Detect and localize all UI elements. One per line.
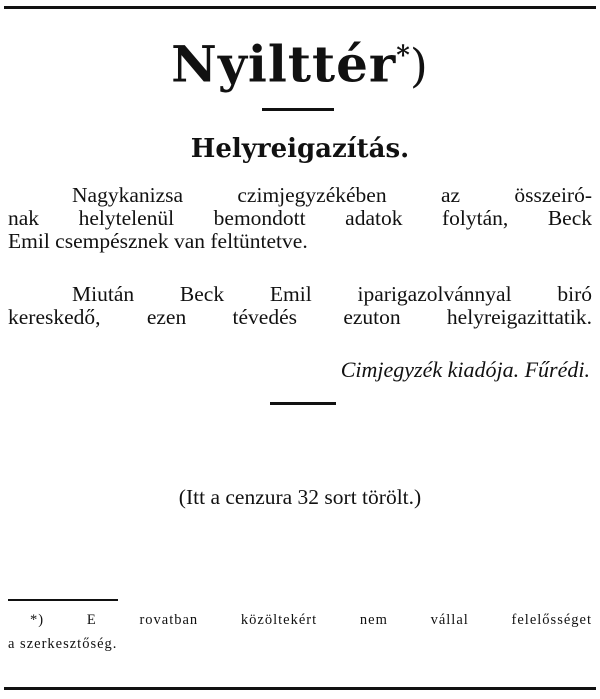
bottom-border-rule	[4, 687, 596, 690]
paragraph-line: kereskedő, ezen tévedés ezuton helyreigazittatik.	[8, 305, 592, 329]
footnote-line-1	[30, 608, 592, 632]
footnote-text: E rovatban közöltekért nem vállal felelősséget	[86, 612, 592, 628]
notice-paragraph-1	[8, 184, 592, 253]
footnote-divider	[8, 599, 118, 601]
masthead-divider	[262, 108, 334, 111]
footnote-line-2: a szerkesztőség.	[8, 636, 118, 652]
censorship-note: (Itt a cenzura 32 sort törölt.)	[178, 485, 422, 509]
footnote-mark: *)	[30, 612, 45, 628]
notice-paragraph-2	[8, 283, 592, 329]
paragraph-line: Miután Beck Emil iparigazolvánnyal biró	[72, 282, 592, 306]
paragraph-line: nak helytelenül bemondott adatok folytán, Beck	[8, 206, 592, 230]
paragraph-line: Emil csempésznek van feltüntetve.	[8, 229, 308, 253]
masthead-title: Nyilttér	[171, 34, 397, 94]
notice-end-divider	[270, 402, 336, 405]
masthead-paren: )	[409, 38, 429, 93]
top-border-rule	[4, 6, 596, 9]
section-masthead	[0, 28, 600, 94]
notice-heading: Helyreigazítás.	[190, 134, 410, 164]
paragraph-line: Nagykanizsa czimjegyzékében az összeiró-	[72, 183, 592, 207]
footnote	[8, 608, 592, 656]
masthead-footnote-mark: *	[396, 41, 410, 71]
notice-signature: Cimjegyzék kiadója. Fűrédi.	[340, 357, 590, 382]
